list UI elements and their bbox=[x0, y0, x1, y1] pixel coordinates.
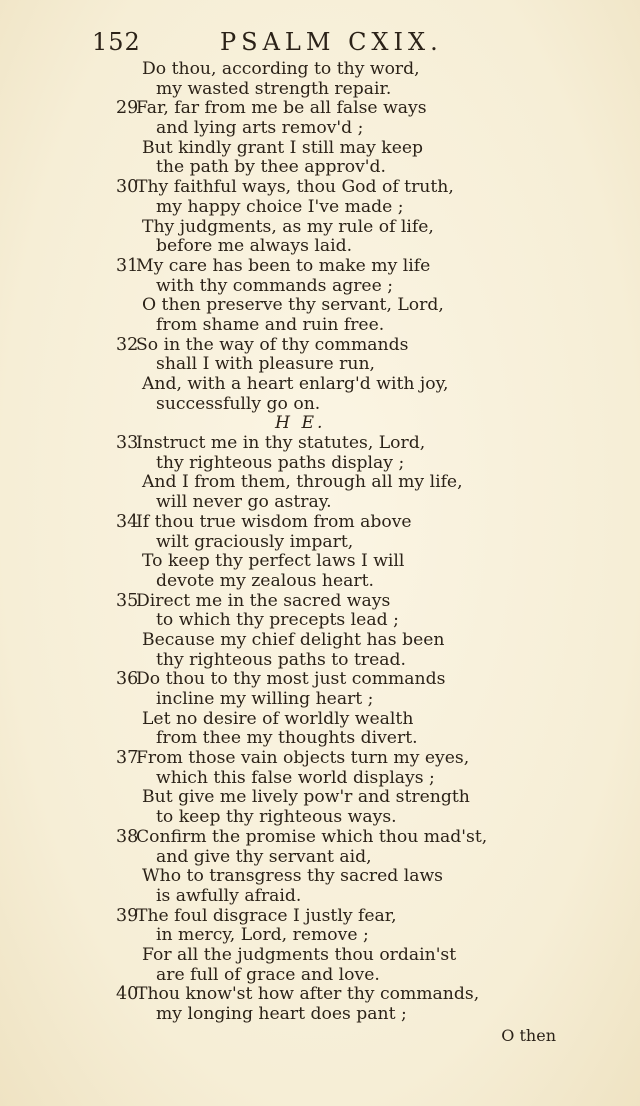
verse-text: thy righteous paths to tread. bbox=[156, 649, 406, 670]
verse-text: is awfully afraid. bbox=[156, 885, 302, 906]
verse-number: 33 bbox=[116, 433, 139, 454]
verse-text: Do thou to thy most just commands bbox=[136, 669, 446, 690]
verse-line bbox=[112, 60, 582, 80]
verse-text: From those vain objects turn my eyes, bbox=[136, 748, 470, 769]
verse-line bbox=[112, 966, 582, 986]
verse-text: Do thou, according to thy word, bbox=[142, 59, 420, 79]
verse-line bbox=[112, 887, 582, 907]
verse-line bbox=[112, 651, 582, 671]
verse-line bbox=[112, 316, 582, 336]
verse-text: To keep thy perfect laws I will bbox=[142, 551, 405, 572]
running-head: PSALM CXIX. bbox=[220, 28, 443, 56]
verse-number: 30 bbox=[116, 177, 139, 198]
verse-number: 38 bbox=[116, 826, 139, 847]
verse-number: 29 bbox=[116, 98, 139, 119]
verse-line bbox=[112, 493, 582, 513]
verse-line bbox=[112, 454, 582, 474]
verse-text: my longing heart does pant ; bbox=[156, 1004, 407, 1024]
verse-number: 35 bbox=[116, 590, 139, 611]
verse-line bbox=[112, 710, 582, 730]
verse-text: will never go astray. bbox=[156, 492, 332, 513]
verse-text: before me always laid. bbox=[156, 236, 353, 257]
verse-line bbox=[112, 218, 582, 238]
verse-text: Thy faithful ways, thou God of truth, bbox=[136, 177, 454, 198]
verse-line bbox=[112, 257, 582, 277]
verse-text: the path by thee approv'd. bbox=[156, 157, 386, 178]
verse-text: But kindly grant I still may keep bbox=[142, 137, 424, 158]
verse-line bbox=[112, 237, 582, 257]
verse-text: If thou true wisdom from above bbox=[136, 511, 412, 532]
verse-line bbox=[112, 572, 582, 592]
verse-text: Let no desire of worldly wealth bbox=[142, 708, 414, 729]
verse-text: to which thy precepts lead ; bbox=[156, 610, 399, 631]
verse-text: For all the judgments thou ordain'st bbox=[142, 944, 457, 965]
verse-line bbox=[112, 533, 582, 553]
verse-text: Confirm the promise which thou mad'st, bbox=[136, 826, 488, 847]
verse-line bbox=[112, 336, 582, 356]
verse-line bbox=[112, 158, 582, 178]
verse-number: 32 bbox=[116, 334, 139, 355]
verse-line bbox=[112, 592, 582, 612]
section-heading: H E. bbox=[275, 413, 326, 434]
verse-text: are full of grace and love. bbox=[156, 964, 380, 985]
verse-line bbox=[112, 788, 582, 808]
verse-line bbox=[112, 552, 582, 572]
verse-text: devote my zealous heart. bbox=[156, 570, 374, 591]
verse-line bbox=[112, 926, 582, 946]
verse-text: my happy choice I've made ; bbox=[156, 196, 404, 217]
verse-text: O then preserve thy servant, Lord, bbox=[142, 295, 444, 316]
verse-line bbox=[112, 198, 582, 218]
verse-line bbox=[112, 395, 582, 415]
verse-text: So in the way of thy commands bbox=[136, 334, 409, 355]
verse-line bbox=[112, 375, 582, 395]
page-header bbox=[92, 28, 452, 58]
verse-line bbox=[112, 80, 582, 100]
verse-line bbox=[112, 99, 582, 119]
verse-line bbox=[112, 139, 582, 159]
verse-text: and give thy servant aid, bbox=[156, 846, 372, 867]
verse-text: Direct me in the sacred ways bbox=[136, 590, 391, 611]
verse-text: from thee my thoughts divert. bbox=[156, 728, 418, 749]
verse-text: The foul disgrace I justly fear, bbox=[136, 905, 397, 926]
verse-line bbox=[112, 828, 582, 848]
verse-text: which this false world displays ; bbox=[156, 767, 435, 788]
verse-text: Thy judgments, as my rule of life, bbox=[142, 216, 434, 237]
verse-number: 31 bbox=[116, 255, 139, 276]
verse-number: 39 bbox=[116, 905, 139, 926]
verse-text: my wasted strength repair. bbox=[156, 78, 392, 99]
verse-line bbox=[112, 729, 582, 749]
verse-text: incline my willing heart ; bbox=[156, 689, 374, 709]
verse-text: in mercy, Lord, remove ; bbox=[156, 925, 369, 946]
verse-text: Far, far from me be all false ways bbox=[136, 98, 427, 119]
verse-number: 36 bbox=[116, 669, 139, 690]
verse-line bbox=[112, 985, 582, 1005]
verse-line bbox=[112, 946, 582, 966]
verse-line bbox=[112, 769, 582, 789]
verse-text: Thou know'st how after thy commands, bbox=[136, 984, 480, 1005]
verse-line bbox=[112, 178, 582, 198]
verse-line bbox=[112, 434, 582, 454]
verse-line bbox=[112, 355, 582, 375]
verse-text: And I from them, through all my life, bbox=[142, 472, 463, 493]
verse-line bbox=[112, 690, 582, 710]
verse-number: 37 bbox=[116, 748, 139, 769]
verse-line bbox=[112, 848, 582, 868]
verse-text: And, with a heart enlarg'd with joy, bbox=[142, 374, 449, 394]
verse-text: Because my chief delight has been bbox=[142, 629, 445, 650]
verse-number: 40 bbox=[116, 984, 139, 1005]
verse-line bbox=[112, 808, 582, 828]
verse-line bbox=[112, 119, 582, 139]
verse-text: to keep thy righteous ways. bbox=[156, 807, 397, 828]
verse-text: Instruct me in thy statutes, Lord, bbox=[136, 433, 426, 454]
verse-text: with thy commands agree ; bbox=[156, 275, 394, 296]
verse-line bbox=[112, 749, 582, 769]
verse-number: 34 bbox=[116, 511, 139, 532]
psalm-text bbox=[112, 60, 582, 1025]
verse-line bbox=[112, 907, 582, 927]
verse-text: But give me lively pow'r and strength bbox=[142, 787, 470, 808]
verse-text: wilt graciously impart, bbox=[156, 531, 354, 552]
verse-text: My care has been to make my life bbox=[136, 255, 431, 276]
verse-line bbox=[112, 296, 582, 316]
verse-text: thy righteous paths display ; bbox=[156, 452, 405, 473]
verse-line bbox=[112, 611, 582, 631]
verse-text: from shame and ruin free. bbox=[156, 314, 385, 335]
verse-text: successfully go on. bbox=[156, 393, 321, 414]
page-number: 152 bbox=[92, 28, 141, 56]
verse-text: Who to transgress thy sacred laws bbox=[142, 866, 443, 887]
verse-line bbox=[112, 631, 582, 651]
verse-line bbox=[112, 670, 582, 690]
verse-line bbox=[112, 867, 582, 887]
verse-text: and lying arts remov'd ; bbox=[156, 118, 364, 139]
section-heading-row bbox=[112, 414, 582, 434]
verse-line bbox=[112, 277, 582, 297]
catchword: O then bbox=[501, 1026, 556, 1045]
verse-line bbox=[112, 473, 582, 493]
verse-text: shall I with pleasure run, bbox=[156, 354, 375, 375]
verse-line bbox=[112, 513, 582, 533]
verse-line bbox=[112, 1005, 582, 1025]
